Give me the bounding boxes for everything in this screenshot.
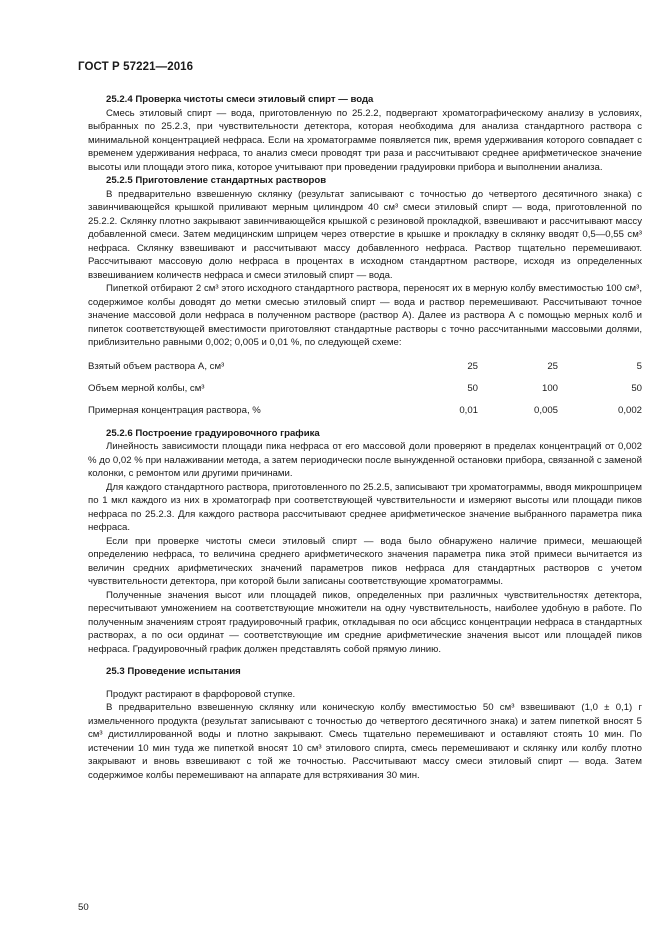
dilution-scheme-table	[88, 356, 642, 422]
section-heading: 25.2.6 Построение градуировочного графика	[106, 427, 320, 439]
document-body	[88, 93, 642, 782]
section-heading: 25.2.5 Приготовление стандартных растворов	[106, 175, 327, 186]
text-block-calibration	[88, 427, 642, 783]
paragraph: В предварительно взвешенную склянку или коническую колбу вместимостью 50 см³ взвешивают (1,0 ± 0,1) г измельченного продукта (результат записывают с точностью до четвертого десятичного знака) и затем пипеткой вносят 5 см³ дистиллированной воды и плотно закрывают. Смесь тщательно перемешивают и оставляют стоять 10 мин. По истечении 10 мин туда же пипеткой вносят 10 см³ этилового спирта, смесь перемешивают и склянку или колбу плотно закрывают и вновь взвешивают с той же точностью. Рассчитывают массу смеси этиловый спирт — вода. Затем содержимое колбы перемешивают на аппарате для встряхивания 30 мин.	[88, 702, 642, 781]
scheme-row	[88, 356, 642, 378]
paragraph: Смесь этиловый спирт — вода, приготовленную по 25.2.2, подвергают хроматографическому анализу в условиях, выбранных по 25.2.3, при чувствительности детектора, которая необходима для анализа стандартного раствора с минимальной концентрацией нефраса. Если на хроматограмме появляется пик, время удерживания которого совпадает с временем удерживания нефраса, то анализ смеси проводят три раза и рассчитывают среднее арифметическое значение высоты или площади этого пика, которое учитывают при проведении градуировки прибора и выполнении анализа.	[88, 107, 642, 173]
document-header: ГОСТ Р 57221—2016	[78, 61, 194, 73]
paragraph: В предварительно взвешенную склянку (результат записывают с точностью до четвертого десятичного знака) с завинчивающейся крышкой приливают мерным цилиндром 40 см³ смеси этиловый спирт — вода, приготовленной по 25.2.2. Склянку плотно закрывают завинчивающейся крышкой с резиновой прокладкой, взвешивают и рассчитывают массу добавленной смеси. Затем медицинским шприцем через отверстие в крышке и прокладку в склянку вводят 0,5—0,55 см³ нефраса. Склянку взвешивают и рассчитывают массу добавленного нефраса. Раствор тщательно перемешивают. Рассчитывают массовую долю нефраса в процентах в исходном стандартном растворе, исходя из определенных взвешиванием количеств нефраса и смеси этиловый спирт — вода.	[88, 188, 642, 281]
paragraph: Для каждого стандартного раствора, приготовленного по 25.2.5, записывают три хроматограммы, вводя микрошприцем по 1 мкл каждого из них в хроматограф при соответствующей чувствительности и измеряют высоты или площади пиков нефраса по 25.2.3. Для каждого раствора рассчитывают среднее арифметическое значение выбранного параметра пика нефраса.	[88, 481, 642, 533]
scheme-cell: 5	[636, 360, 642, 372]
scheme-cell: 0,005	[533, 404, 558, 416]
scheme-row-label: Примерная концентрация раствора, %	[88, 404, 261, 416]
paragraph: Пипеткой отбирают 2 см³ этого исходного стандартного раствора, переносят их в мерную колбу вместимостью 100 см³, содержимое колбы доводят до метки смесью этиловый спирт — вода и раствор перемешивают. Рассчитывают точное значение массовой доли нефраса в полученном растворе (раствор А). Далее из раствора А с помощью мерных колб и пипеток соответствующей вместимости приготовляют стандартные растворы с точно рассчитанными массовыми долями, приблизительно равными 0,002; 0,005 и 0,01 %, по следующей схеме:	[88, 283, 642, 348]
scheme-row	[88, 378, 642, 400]
scheme-cell: 50	[467, 382, 478, 394]
paragraph: Полученные значения высот или площадей пиков, определенных при различных чувствительностях детектора, пересчитывают умножением на соответствующие множители на одну чувствительность, наиболее удобную в работе. По полученным значениям строят градуировочный график, откладывая по оси абсцисс концентрации нефраса в стандартных растворах, а по оси ординат — соответствующие им средние арифметические значения высот или площадей пиков нефраса. Градуировочный график должен представлять собой прямую линию.	[88, 589, 642, 655]
scheme-cell: 0,002	[617, 404, 642, 416]
scheme-row-label: Объем мерной колбы, см³	[88, 382, 205, 394]
scheme-cell: 0,01	[459, 404, 478, 416]
scheme-cell: 50	[631, 382, 642, 394]
scheme-cell: 25	[547, 360, 558, 372]
page-number: 50	[78, 902, 89, 913]
paragraph: Если при проверке чистоты смеси этиловый спирт — вода было обнаружено наличие примеси, мешающей определению нефраса, то величина среднего арифметического значения параметра пика этой примеси вычитается из величин средних арифметических значений параметров пиков нефраса для стандартных растворов с учетом чувствительности детектора, при которой были записаны соответствующие хроматограммы.	[88, 535, 642, 587]
paragraph: Продукт растирают в фарфоровой ступке.	[106, 688, 296, 700]
section-heading: 25.2.4 Проверка чистоты смеси этиловый спирт — вода	[106, 94, 374, 105]
text-block-preparation	[88, 93, 642, 350]
scheme-row-label: Взятый объем раствора А, см³	[88, 360, 225, 372]
section-heading: 25.3 Проведение испытания	[106, 666, 241, 677]
scheme-cell: 25	[467, 360, 478, 372]
scheme-cell: 100	[541, 382, 558, 394]
scheme-row	[88, 400, 642, 422]
paragraph: Линейность зависимости площади пика нефраса от его массовой доли проверяют в пределах концентраций от 0,002 % до 0,02 % при налаживании метода, а затем периодически после вынужденной остановки прибора, связанной с заменой колонки, с ремонтом или другими причинами.	[88, 441, 642, 479]
